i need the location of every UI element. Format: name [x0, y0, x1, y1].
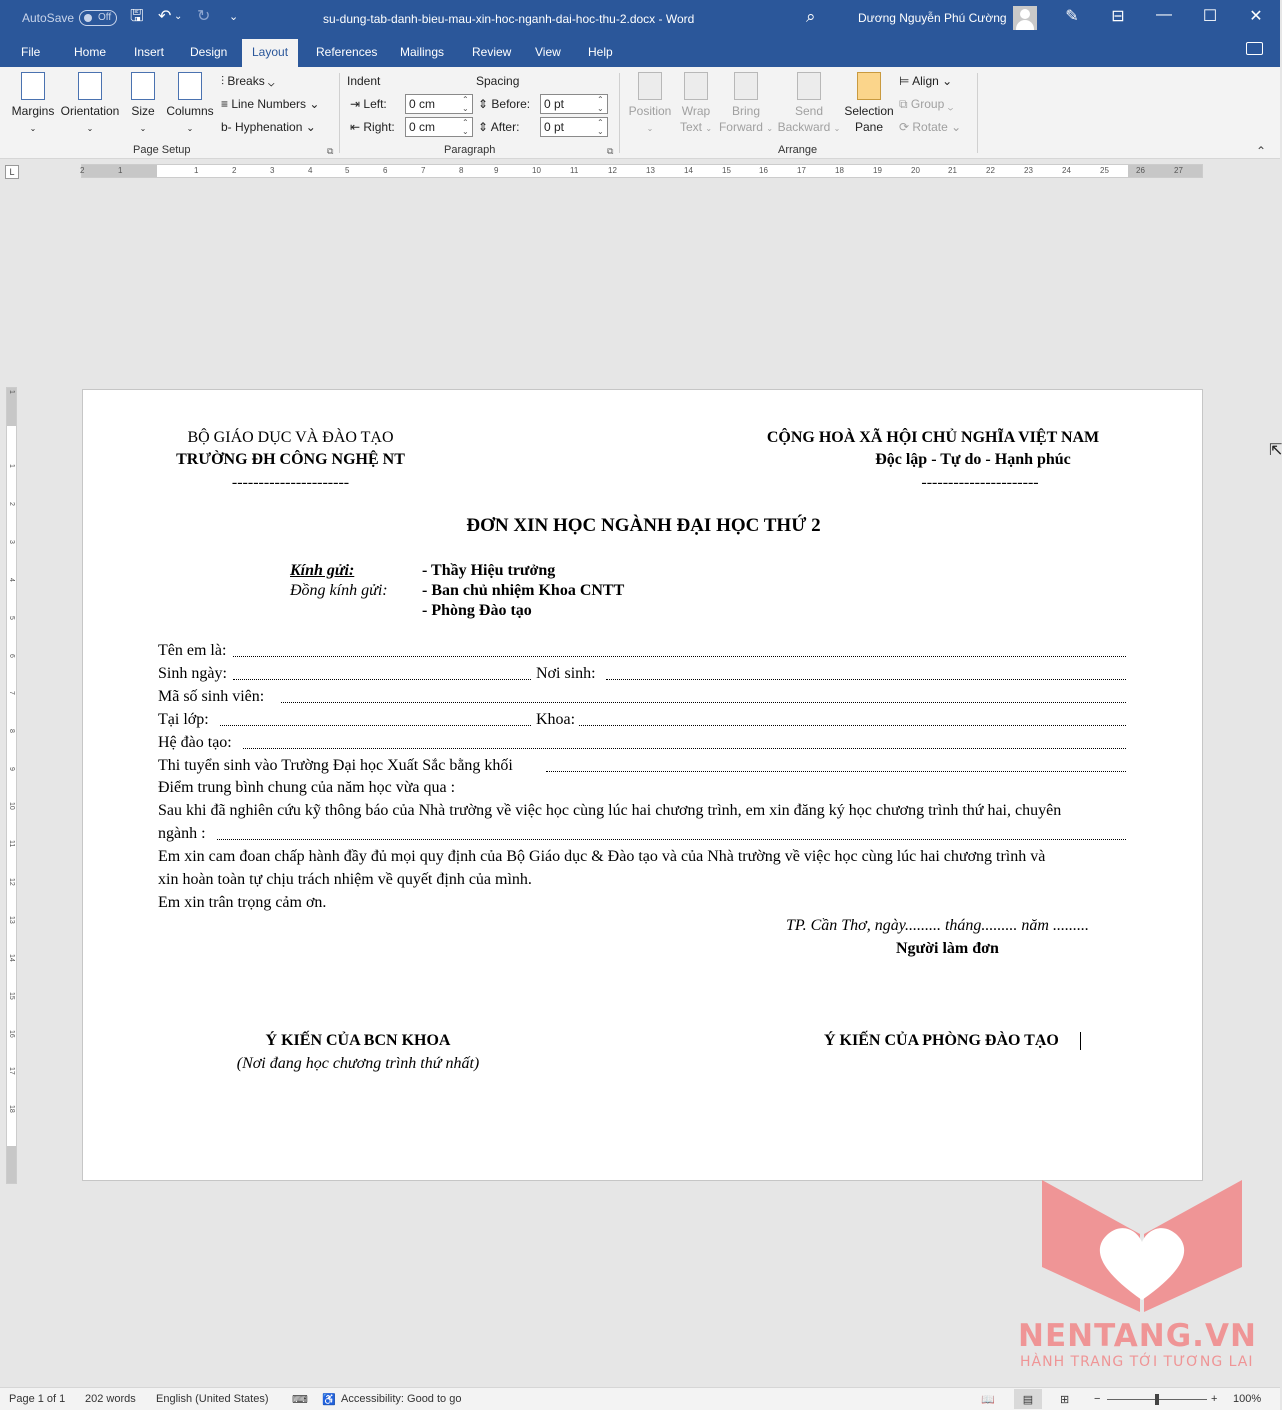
field-program-label: Hệ đào tạo: — [158, 734, 232, 751]
language-status[interactable]: English (United States) — [156, 1393, 269, 1405]
ruler-tick: 2 — [80, 166, 85, 175]
signer-label: Người làm đơn — [896, 940, 999, 957]
margins-label: Margins — [11, 104, 55, 118]
spacing-after-input[interactable]: 0 pt ⌃⌄ — [540, 117, 608, 137]
ruler-tick: 20 — [911, 166, 920, 175]
spacing-label: Spacing — [476, 74, 520, 88]
page-setup-launcher-icon[interactable]: ⧉ — [327, 146, 334, 156]
ruler-tick: 3 — [270, 166, 275, 175]
line-numbers-button[interactable]: ≡ Line Numbers ⌄ — [221, 97, 320, 111]
tab-design[interactable]: Design — [190, 45, 228, 59]
ruler-tick: 8 — [459, 166, 464, 175]
open-book-heart-icon — [1012, 1172, 1272, 1322]
spacing-before-input[interactable]: 0 pt ⌃⌄ — [540, 94, 608, 114]
chevron-down-icon: ⌄ — [766, 124, 774, 133]
page-setup-group-label: Page Setup — [133, 144, 191, 156]
position-icon — [638, 72, 662, 100]
hyphenation-label: Hyphenation — [235, 120, 303, 134]
indent-left-input[interactable]: 0 cm ⌃⌄ — [405, 94, 473, 114]
field-pob-label: Nơi sinh: — [536, 665, 596, 682]
selection-pane-button[interactable] — [843, 72, 895, 135]
dong-kinh-gui-label: Đồng kính gửi: — [290, 582, 388, 599]
ruler-tick: 9 — [494, 166, 499, 175]
recipient-principal: - Thầy Hiệu trưởng — [422, 562, 556, 579]
selection-pane-label-2: Pane — [854, 120, 884, 134]
ruler-tick: 4 — [8, 578, 15, 582]
field-id-label: Mã số sinh viên: — [158, 688, 265, 705]
wrap-text-icon — [684, 72, 708, 100]
ruler-tick: 16 — [759, 166, 768, 175]
margins-button[interactable] — [10, 72, 56, 137]
paragraph-group-label: Paragraph — [444, 144, 496, 156]
field-class-input[interactable] — [220, 725, 531, 726]
user-name[interactable]: Dương Nguyễn Phú Cường — [858, 11, 1007, 25]
send-backward-icon — [797, 72, 821, 100]
indent-right-text: Right: — [363, 120, 395, 134]
zoom-out-button[interactable]: − — [1094, 1393, 1101, 1405]
spacing-before-icon: ⇕ — [478, 97, 492, 111]
orientation-label: Orientation — [60, 104, 120, 118]
group-separator — [619, 73, 620, 153]
ribbon-tabs — [0, 36, 1280, 67]
comments-icon[interactable] — [1246, 42, 1263, 55]
rotate-icon: ⟳ — [899, 120, 913, 134]
undo-icon[interactable]: ↶ — [158, 8, 172, 25]
ruler-tick: 24 — [1062, 166, 1071, 175]
mouse-pointer-icon: ⇱ — [1269, 442, 1282, 459]
watermark-tagline: HÀNH TRANG TỚI TƯƠNG LAI — [1020, 1354, 1254, 1370]
ruler-tick: 22 — [986, 166, 995, 175]
tab-selector-icon[interactable]: L — [5, 165, 19, 179]
indent-left-icon: ⇥ — [350, 97, 364, 111]
chevron-down-icon: ⌄ — [646, 124, 654, 133]
ruler-bottom-margin — [7, 1146, 16, 1183]
breaks-icon: ⫶ — [221, 74, 228, 88]
ruler-tick: 23 — [1024, 166, 1033, 175]
tab-view[interactable]: View — [535, 45, 561, 59]
size-icon — [131, 72, 155, 100]
horizontal-ruler[interactable] — [81, 164, 1203, 178]
tab-insert[interactable]: Insert — [134, 45, 165, 59]
ruler-tick: 17 — [8, 1067, 15, 1075]
text-cursor — [1080, 1032, 1081, 1050]
orientation-button[interactable] — [59, 72, 121, 137]
bcn-opinion-title: Ý KIẾN CỦA BCN KHOA — [265, 1032, 451, 1049]
size-button[interactable] — [128, 72, 158, 137]
ruler-tick: 11 — [570, 166, 579, 175]
pen-icon[interactable]: ✎ — [1065, 8, 1079, 25]
right-header-rule: ---------------------- — [921, 474, 1039, 491]
save-icon[interactable]: 🖫 — [130, 8, 144, 25]
field-exam-input[interactable] — [546, 771, 1126, 772]
ministry-name: BỘ GIÁO DỤC VÀ ĐÀO TẠO — [187, 429, 394, 446]
date-line: TP. Cần Thơ, ngày......... tháng......... năm ......... — [786, 917, 1089, 934]
ruler-tick: 1 — [194, 166, 199, 175]
paragraph-launcher-icon[interactable]: ⧉ — [607, 146, 614, 156]
field-dob-input[interactable] — [233, 679, 531, 680]
indent-left-text: Left: — [363, 97, 387, 111]
columns-icon — [178, 72, 202, 100]
ruler-tick: 1 — [8, 390, 15, 394]
line-numbers-icon: ≡ — [221, 97, 232, 111]
ruler-tick: 6 — [383, 166, 388, 175]
ruler-tick: 27 — [1174, 166, 1183, 175]
ruler-tick: 10 — [532, 166, 541, 175]
orientation-icon — [78, 72, 102, 100]
send-backward-label-2: Backward — [777, 120, 831, 134]
tab-mailings[interactable]: Mailings — [400, 45, 445, 59]
group-icon: ⧉ — [899, 97, 911, 111]
align-button[interactable]: ⊨ Align ⌄ — [899, 74, 953, 88]
paragraph-commitment-line-2: xin hoàn toàn tự chịu trách nhiệm về quyết định của mình. — [158, 871, 532, 888]
position-label: Position — [628, 104, 672, 118]
ruler-tick: 15 — [8, 992, 15, 1000]
wrap-text-label-2: Text — [679, 120, 702, 134]
tab-layout[interactable]: Layout — [242, 39, 298, 67]
columns-label: Columns — [166, 104, 214, 118]
undo-dropdown-icon[interactable]: ⌄ — [174, 11, 183, 22]
chevron-down-icon: ⌄ — [86, 124, 94, 133]
align-label: Align — [912, 74, 939, 88]
group-button[interactable]: ⧉ Group ⌄ — [899, 97, 954, 111]
ruler-tick: 16 — [8, 1030, 15, 1038]
form-title: ĐƠN XIN HỌC NGÀNH ĐẠI HỌC THỨ 2 — [466, 515, 821, 536]
accessibility-icon[interactable]: ♿ — [322, 1394, 336, 1406]
hyphenation-button[interactable]: b- Hyphenation ⌄ — [221, 120, 316, 134]
school-name: TRƯỜNG ĐH CÔNG NGHỆ NT — [176, 451, 405, 468]
hyphenation-icon: b- — [221, 120, 236, 134]
ruler-tick: 11 — [8, 840, 15, 848]
breaks-label: Breaks — [227, 74, 265, 88]
tab-review[interactable]: Review — [472, 45, 512, 59]
left-header-rule: ---------------------- — [231, 474, 350, 491]
field-major-input[interactable] — [217, 839, 1126, 840]
ruler-tick: 9 — [8, 767, 15, 771]
read-mode-icon[interactable]: 📖 — [981, 1394, 995, 1406]
line-numbers-label: Line Numbers — [231, 97, 307, 111]
indent-right-input[interactable]: 0 cm ⌃⌄ — [405, 117, 473, 137]
kinh-gui-label — [290, 561, 354, 581]
ruler-tick: 13 — [646, 166, 655, 175]
document-title: su-dung-tab-danh-bieu-mau-xin-hoc-nganh-dai-hoc-thu-2.docx - Word — [323, 12, 695, 26]
indent-right-icon: ⇤ — [350, 120, 364, 134]
tab-references[interactable]: References — [316, 45, 378, 59]
arrange-group-label: Arrange — [778, 144, 818, 156]
autosave-label: AutoSave — [22, 11, 75, 25]
rotate-label: Rotate — [912, 120, 948, 134]
ruler-tick: 1 — [118, 166, 123, 175]
document-page[interactable] — [82, 389, 1203, 1181]
spacing-after-text: After: — [490, 120, 520, 134]
close-icon[interactable]: ✕ — [1249, 8, 1263, 25]
ruler-tick: 10 — [8, 802, 15, 810]
maximize-icon[interactable]: ☐ — [1202, 8, 1218, 25]
national-title: CỘNG HOÀ XÃ HỘI CHỦ NGHĨA VIỆT NAM — [766, 429, 1100, 446]
ruler-tick: 2 — [232, 166, 237, 175]
text-predictions-icon[interactable]: ⌨ — [292, 1394, 308, 1406]
bcn-opinion-note: (Nơi đang học chương trình thứ nhất) — [236, 1055, 480, 1072]
field-class-label: Tại lớp: — [158, 711, 209, 728]
autosave-toggle[interactable]: Off — [79, 10, 117, 26]
group-label: Group — [910, 97, 945, 111]
spacing-before-text: Before: — [491, 97, 531, 111]
ruler-tick: 12 — [608, 166, 617, 175]
selection-pane-icon — [857, 72, 881, 100]
ruler-tick: 1 — [8, 464, 15, 468]
zoom-slider-thumb[interactable] — [1155, 1394, 1159, 1405]
spacing-after-icon: ⇕ — [478, 120, 491, 134]
paragraph-commitment-line-1: Em xin cam đoan chấp hành đầy đủ mọi quy định của Bộ Giáo dục & Đào tạo và của Nhà trường về việc học cùng lúc hai chương trình và — [158, 848, 1046, 865]
title-bar — [0, 0, 1280, 36]
ruler-tick: 12 — [8, 878, 15, 886]
bring-forward-label-1: Bring — [731, 104, 760, 118]
ruler-tick: 26 — [1136, 166, 1145, 175]
size-label: Size — [131, 104, 155, 118]
chevron-down-icon: ⌄ — [833, 124, 841, 133]
bring-forward-label-2: Forward — [718, 120, 763, 134]
vertical-ruler[interactable] — [6, 387, 17, 1184]
ruler-tick: 21 — [948, 166, 957, 175]
ribbon-display-options-icon[interactable]: ⊟ — [1111, 8, 1125, 25]
avatar[interactable] — [1013, 6, 1037, 30]
watermark-logo — [1012, 1172, 1272, 1377]
web-layout-icon[interactable]: ⊞ — [1060, 1394, 1070, 1406]
customize-qat-icon[interactable]: ⌄ — [229, 11, 239, 23]
field-id-input[interactable] — [281, 702, 1126, 703]
ruler-tick: 5 — [8, 616, 15, 620]
ruler-tick: 13 — [8, 916, 15, 924]
align-icon: ⊨ — [899, 74, 913, 88]
ruler-bar — [0, 160, 1280, 182]
kinh-gui-text: Kính gửi: — [290, 562, 355, 579]
national-motto: Độc lập - Tự do - Hạnh phúc — [875, 451, 1071, 468]
print-layout-icon[interactable]: ▤ — [1014, 1389, 1042, 1409]
chevron-down-icon: ⌄ — [186, 124, 194, 133]
field-gpa-label: Điểm trung bình chung của năm học vừa qua : — [158, 779, 456, 796]
margins-icon — [21, 72, 45, 100]
field-pob-input[interactable] — [606, 679, 1126, 680]
chevron-down-icon: ⌄ — [139, 124, 147, 133]
indent-right-label — [350, 120, 395, 134]
ruler-tick: 7 — [8, 691, 15, 695]
field-faculty-label: Khoa: — [536, 711, 576, 728]
ribbon — [0, 67, 1280, 159]
position-button[interactable] — [627, 72, 673, 137]
recipient-training-office: - Phòng Đào tạo — [422, 602, 532, 619]
chevron-down-icon: ⌄ — [29, 124, 37, 133]
ruler-tick: 15 — [722, 166, 731, 175]
accessibility-status[interactable]: Accessibility: Good to go — [341, 1393, 462, 1405]
group-separator — [977, 73, 978, 153]
send-backward-button[interactable] — [776, 72, 842, 137]
spacing-after-label — [478, 120, 519, 134]
status-bar — [0, 1387, 1280, 1410]
wrap-text-button[interactable] — [678, 72, 714, 137]
rotate-button[interactable]: ⟳ Rotate ⌄ — [899, 120, 962, 134]
watermark-brand: NENTANG.VN — [1018, 1318, 1257, 1354]
field-dob-label: Sinh ngày: — [158, 665, 227, 682]
bring-forward-button[interactable] — [717, 72, 775, 137]
ruler-tick: 4 — [308, 166, 313, 175]
group-separator — [339, 73, 340, 153]
field-exam-label: Thi tuyển sinh vào Trường Đại học Xuất Sắc bằng khối — [158, 757, 513, 774]
training-office-opinion-title: Ý KIẾN CỦA PHÒNG ĐÀO TẠO — [824, 1032, 1059, 1049]
zoom-level[interactable]: 100% — [1233, 1393, 1262, 1405]
indent-label: Indent — [347, 74, 381, 88]
ruler-tick: 6 — [8, 654, 15, 658]
minimize-icon[interactable]: — — [1156, 6, 1172, 23]
tab-file[interactable]: File — [21, 45, 41, 59]
search-icon[interactable]: ⌕ — [806, 7, 816, 26]
redo-icon[interactable]: ↻ — [197, 8, 211, 25]
ruler-tick: 18 — [835, 166, 844, 175]
columns-button[interactable] — [164, 72, 216, 137]
ruler-tick: 19 — [873, 166, 882, 175]
field-name-label: Tên em là: — [158, 642, 227, 659]
ruler-tick: 14 — [8, 954, 15, 962]
word-count[interactable]: 202 words — [85, 1393, 136, 1405]
breaks-button[interactable]: ⫶ Breaks ⌄ — [221, 74, 275, 88]
tab-help[interactable]: Help — [588, 45, 613, 59]
ruler-tick: 25 — [1100, 166, 1109, 175]
ruler-tick: 17 — [797, 166, 806, 175]
field-program-input[interactable] — [243, 748, 1126, 749]
paragraph-register-line-1: Sau khi đã nghiên cứu kỹ thông báo của Nhà trường về việc học cùng lúc hai chương trình, em xin đăng ký học chương trình thứ hai, chuyên — [158, 802, 1062, 819]
ruler-tick: 5 — [345, 166, 350, 175]
paragraph-register-line-2: ngành : — [158, 825, 206, 842]
indent-left-label — [350, 97, 387, 111]
ruler-tick: 18 — [8, 1105, 15, 1113]
wrap-text-label-1: Wrap — [681, 104, 711, 118]
field-name-input[interactable] — [233, 656, 1126, 657]
thanks-line: Em xin trân trọng cảm ơn. — [158, 894, 327, 911]
collapse-ribbon-icon[interactable]: ⌃ — [1256, 144, 1267, 158]
selection-pane-label-1: Selection — [844, 104, 894, 118]
ruler-tick: 2 — [8, 502, 15, 506]
bring-forward-icon — [734, 72, 758, 100]
tab-home[interactable]: Home — [74, 45, 107, 59]
zoom-in-button[interactable]: + — [1211, 1393, 1218, 1405]
send-backward-label-1: Send — [794, 104, 824, 118]
field-faculty-input[interactable] — [579, 725, 1126, 726]
ruler-tick: 7 — [421, 166, 426, 175]
ruler-tick: 14 — [684, 166, 693, 175]
ruler-tick: 3 — [8, 540, 15, 544]
ruler-tick: 8 — [8, 729, 15, 733]
recipient-faculty-board: - Ban chủ nhiệm Khoa CNTT — [422, 582, 625, 599]
spacing-before-label — [478, 97, 530, 111]
page-count[interactable]: Page 1 of 1 — [9, 1393, 66, 1405]
chevron-down-icon: ⌄ — [705, 124, 713, 133]
